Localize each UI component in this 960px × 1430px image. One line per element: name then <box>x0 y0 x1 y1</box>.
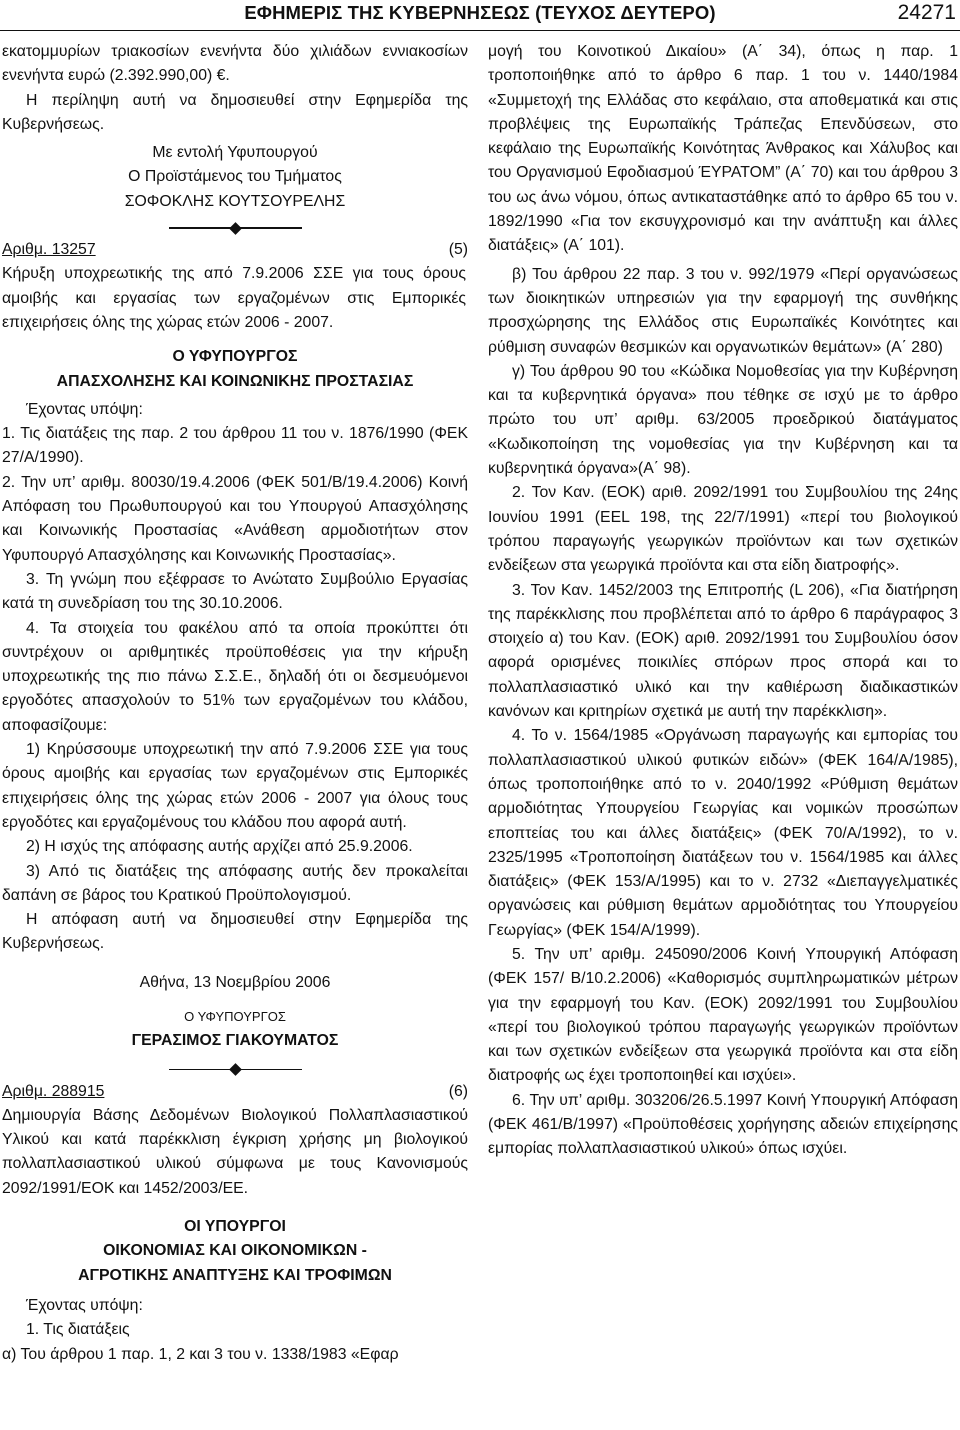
clause: 2. Την υπ’ αριθμ. 80030/19.4.2006 (ΦΕΚ 501/Β/19.4.2006) Κοινή Απόφαση του Πρωθυπουργού και του Υπουργού Απασχόλησης και Κοινωνικής Προστασίας «Ανάθεση αρμοδιοτήτων στον Υφυπουργό Απασχόλησης και Κοινωνικής Προστασίας». <box>2 473 468 564</box>
paragraph: 6. Την υπ’ αριθμ. 303206/26.5.1997 Κοινή Υπουργική Απόφαση (ΦΕΚ 461/Β/1997) «Προϋποθέσεις χορήγησης αδειών επιχείρησης εμπορίας πολλαπλασιαστικού υλικού» όπως ισχύει. <box>488 1091 958 1158</box>
ministers-heading: ΑΓΡΟΤΙΚΗΣ ΑΝΑΠΤΥΞΗΣ ΚΑΙ ΤΡΟΦΙΜΩΝ <box>78 1266 392 1284</box>
clause: α) Του άρθρου 1 παρ. 1, 2 και 3 του ν. 1338/1983 «Εφαρ <box>2 1345 399 1363</box>
preamble: Έχοντας υπόψη: <box>26 400 143 418</box>
decision-item: 1) Κηρύσσουμε υποχρεωτική την από 7.9.2006 ΣΣΕ για τους όρους αμοιβής και εργασίας των εργαζομένων στις Εμπορικές επιχειρήσεις όλης της χώρας ετών 2006 - 2007 για όλους τους εργοδότες και εργαζομένους του κλάδου που αφορά αυτή. <box>2 741 468 831</box>
decision-tag: (5) <box>448 241 468 259</box>
ministers-heading: ΟΙΚΟΝΟΜΙΑΣ ΚΑΙ ΟΙΚΟΝΟΜΙΚΩΝ - <box>103 1242 367 1260</box>
decision-tag: (6) <box>448 1082 468 1100</box>
left-column <box>2 40 468 1367</box>
section-divider <box>2 1062 468 1078</box>
clause: 4. Τα στοιχεία του φακέλου από τα οποία προκύπτει ότι συντρέχουν οι αριθμητικές προϋποθέσεις για την κήρυξη υποχρεωτικής της πιο πάνω Σ.Σ.Ε., δηλαδή ότι οι δεσμευόμενοι εργοδότες απασχολούν το 51% των εργαζομένων του κλάδου, αποφασίζουμε: <box>2 619 468 734</box>
decision-item: 3) Από τις διατάξεις της απόφασης αυτής δεν προκαλείται δαπάνη σε βάρος του Κρατικού Προϋπολογισμού. <box>2 862 468 904</box>
minister-heading: Ο ΥΦΥΠΟΥΡΓΟΣ <box>172 348 298 366</box>
decision-number: Αριθμ. 288915 <box>2 1082 105 1100</box>
signature-line: Με εντολή Υφυπουργού <box>152 144 318 162</box>
paragraph: 3. Τον Καν. 1452/2003 της Επιτροπής (L 206), «Για διατήρηση της παρέκκλισης που προβλέπεται από το άρθρο 6 παράγραφος 3 στοιχείο α) του Καν. (ΕΟΚ) αριθ. 2092/1991 του Συμβουλίου όσον αφορά ορισμένες ποικιλίες σπόρων προς σπορά και το πολλαπλασιαστικό υλικό και την καθιέρωση διαδικαστικών κανόνων και κριτηρίων σχετικά με αυτή την παρέκκλιση». <box>488 581 958 721</box>
page-header <box>0 0 960 31</box>
clause: 3. Τη γνώμη που εξέφρασε το Ανώτατο Συμβούλιο Εργασίας κατά τη συνεδρίαση του της 30.10.2006. <box>2 570 468 613</box>
paragraph: Η απόφαση αυτή να δημοσιευθεί στην Εφημερίδα της Κυβερνήσεως. <box>2 911 468 953</box>
decision-title: Δημιουργία Βάσης Δεδομένων Βιολογικού Πολλαπλασιαστικού Υλικού και κατά παρέκκλιση έγκριση χρήσης μη βιολογικού πολλαπλασιαστικού υλικού σύμφωνα με τους Κανονισμούς 2092/1991/ΕΟΚ και 1452/2003/ΕΕ. <box>2 1106 468 1197</box>
paragraph: εκατομμυρίων τριακοσίων ενενήντα δύο χιλιάδων εννιακοσίων ενενήντα ευρώ (2.392.990,00) €. <box>2 43 468 85</box>
ministers-heading: ΟΙ ΥΠΟΥΡΓΟΙ <box>184 1218 286 1236</box>
signature-role: Ο ΥΦΥΠΟΥΡΓΟΣ <box>184 1008 286 1024</box>
signature-line: Ο Προϊστάμενος του Τμήματος <box>128 168 342 186</box>
right-column <box>488 40 958 1162</box>
paragraph: μογή του Κοινοτικού Δικαίου» (Α΄ 34), όπως η παρ. 1 τροποποιήθηκε από το άρθρο 6 παρ. 1 του ν. 1440/1984 «Συμμετοχή της Ελλάδας στο κεφάλαιο, στα αποθεματικά και στις προβλέψεις της Ευρωπαϊκής Τράπεζας Επενδύσεων, στο κεφάλαιο της Ευρωπαϊκής Κοινότητας Άνθρακος και Χάλυβος και του Οργανισμού Εφοδιασμού ΈΥΡΑΤΟΜ” (Α΄ 70) και του άρθρου 3 του ως άνω νόμου, όπως αντικαταστάθηκε από το άρθρο 65 του ν. 1892/1990 «Για τον εκσυγχρονισμό και την ανάπτυξη και άλλες διατάξεις» (Α΄ 101). <box>488 43 958 255</box>
paragraph: γ) Του άρθρου 90 του «Κώδικα Νομοθεσίας για την Κυβέρνηση και τα κυβερνητικά όργανα» που τέθηκε σε ισχύ με το άρθρο πρώτο του υπ’ αριθμ. 63/2005 προεδρικού διατάγματος «Κωδικοποίηση της νομοθεσίας για την Κυβέρνηση και τα κυβερνητικά όργανα»(Α΄ 98). <box>488 362 958 478</box>
clause: 1. Τις διατάξεις της παρ. 2 του άρθρου 11 του ν. 1876/1990 (ΦΕΚ 27/Α/1990). <box>2 425 468 467</box>
clause: 1. Τις διατάξεις <box>26 1321 130 1339</box>
place-date: Αθήνα, 13 Νοεμβρίου 2006 <box>139 973 331 991</box>
page-number: 24271 <box>897 1 956 24</box>
signature-name: ΣΟΦΟΚΛΗΣ ΚΟΥΤΣΟΥΡΕΛΗΣ <box>124 192 346 210</box>
preamble: Έχοντας υπόψη: <box>26 1296 143 1314</box>
gazette-title: ΕΦΗΜΕΡΙΣ ΤΗΣ ΚΥΒΕΡΝΗΣΕΩΣ (ΤΕΥΧΟΣ ΔΕΥΤΕΡΟ) <box>244 2 716 23</box>
signature-name: ΓΕΡΑΣΙΜΟΣ ΓΙΑΚΟΥΜΑΤΟΣ <box>131 1032 339 1050</box>
decision-number-row <box>2 1080 468 1104</box>
decision-number: Αριθμ. 13257 <box>2 241 96 259</box>
paragraph: 2. Τον Καν. (ΕΟΚ) αριθ. 2092/1991 του Συμβουλίου της 24ης Ιουνίου 1991 (EEL 198, της 22/7/1991) «περί του βιολογικού τρόπου παραγωγής γεωργικών προϊόντων και των σχετικών ενδείξεων στα γεωργικά προϊόντα και στα είδη διατροφής». <box>488 484 958 575</box>
decision-number-row <box>2 238 468 262</box>
section-divider <box>2 220 468 236</box>
paragraph: 5. Την υπ’ αριθμ. 245090/2006 Κοινή Υπουργική Απόφαση (ΦΕΚ 157/ Β/10.2.2006) «Καθορισμός συμπληρωματικών μέτρων για την εφαρμογή του Καν. (ΕΟΚ) 2092/1991 του Συμβουλίου «περί του βιολογικού τρόπου παραγωγής γεωργικών προϊόντων και των σχετικών ενδείξεων στα γεωργικά προϊόντα και στα είδη διατροφής ως έχει τροποποιηθεί και ισχύει». <box>488 945 958 1085</box>
paragraph: 4. Το ν. 1564/1985 «Οργάνωση παραγωγής και εμπορίας του πολλαπλασιαστικού υλικού φυτικών ειδών» (ΦΕΚ 164/Α/1985), όπως τροποποιήθηκε από το ν. 2040/1992 «Ρύθμιση θεμάτων αρμοδιότητας Υπουργείου Γεωργίας και νομικών προσώπων εποπτείας του και άλλες διατάξεις» (ΦΕΚ 70/Α/1992), το ν. 2325/1995 «Τροποποίηση διατάξεων του ν. 1564/1985 και άλλες διατάξεις» (ΦΕΚ 153/Α/1995) και το ν. 2732 «Διεπαγγελματικές οργανώσεις και ρύθμιση θεμάτων αρμοδιότητας του Υπουργείου Γεωργίας» (ΦΕΚ 154/Α/1999). <box>488 727 958 939</box>
decision-title: Κήρυξη υποχρεωτικής της από 7.9.2006 ΣΣΕ για τους όρους αμοιβής και εργασίας των εργαζομένων στις Εμπορικές επιχειρήσεις όλης της χώρας ετών 2006 - 2007. <box>2 265 466 331</box>
paragraph: Η περίληψη αυτή να δημοσιευθεί στην Εφημερίδα της Κυβερνήσεως. <box>2 91 468 133</box>
decision-item: 2) Η ισχύς της απόφασης αυτής αρχίζει από 25.9.2006. <box>26 838 413 856</box>
minister-heading: ΑΠΑΣΧΟΛΗΣΗΣ ΚΑΙ ΚΟΙΝΩΝΙΚΗΣ ΠΡΟΣΤΑΣΙΑΣ <box>56 372 414 390</box>
paragraph: β) Του άρθρου 22 παρ. 3 του ν. 992/1979 «Περί οργανώσεως των διοικητικών υπηρεσιών για την εφαρμογή της συνθήκης προσχώρησης της Ελλάδος στις Ευρωπαϊκές Κοινότητες και ρύθμιση συναφών θεσμικών και οργανωτικών θεμάτων» (Α΄ 280) <box>488 265 958 356</box>
